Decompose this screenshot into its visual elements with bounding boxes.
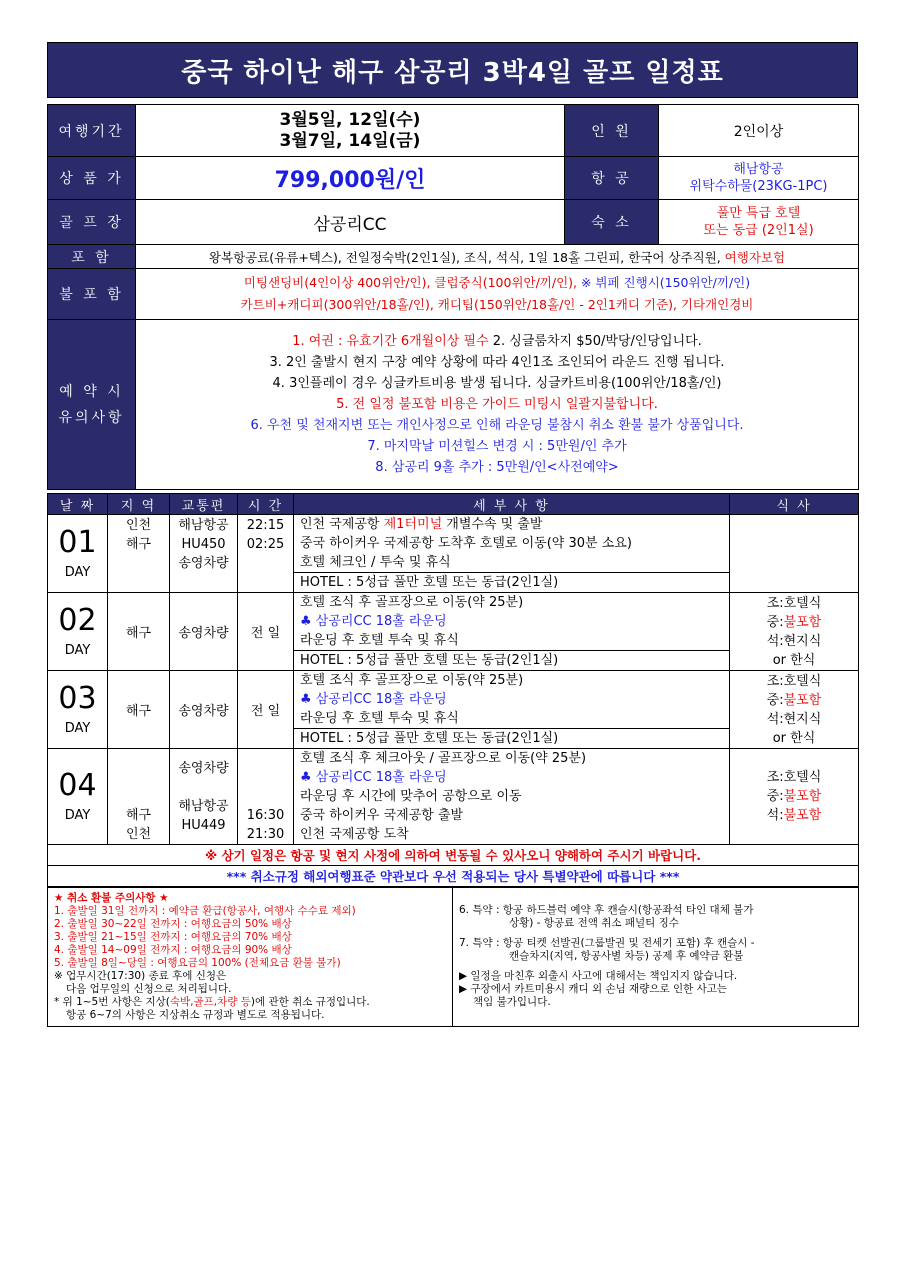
header-details: 세 부 사 항 <box>294 494 730 515</box>
day-2-label: 02 DAY <box>48 593 108 671</box>
page-title: 중국 하이난 해구 삼공리 3박4일 골프 일정표 <box>47 42 858 98</box>
day-4-region: 해구 인천 <box>108 749 170 845</box>
header-meals: 식 사 <box>730 494 859 515</box>
day-3-time: 전 일 <box>238 671 294 749</box>
schedule-table <box>47 493 859 887</box>
day-1-transport: 해남항공 HU450 송영차량 <box>170 515 238 593</box>
exclude-label: 불 포 함 <box>48 269 136 320</box>
special-terms: 6. 특약 : 항공 하드블럭 예약 후 캔슬시(항공좌석 타인 대체 불가 상황) - 항공료 전액 취소 패널티 징수 7. 특약 : 항공 티켓 선발권(그룹발권 및 전세기 포함) 후 캔슬시 - 캔슬차지(지역, 항공사별 차등) 공제 후 예약금 환불 ▶ 일정을 마친후 외출시 사고에 대해서는 책임지지 않습니다. ▶ 구장에서 카트미용시 캐디 외 손님 재량으로 인한 사고는 책임 불가입니다. <box>453 888 859 1027</box>
people-label: 인 원 <box>565 105 659 157</box>
header-date: 날 짜 <box>48 494 108 515</box>
notes-value: 1. 여권 : 유효기간 6개월이상 필수 2. 싱글룸차지 $50/박당/인당입니다. 3. 2인 출발시 현지 구장 예약 상황에 따라 4인1조 조인되어 라운드 진행 됩니다. 4. 3인플레이 경우 싱글카트비용 발생 됩니다. 싱글카트비용(100위안/18홀/인) 5. 전 일정 불포함 비용은 가이드 미팅시 일괄지불합니다. 6. 우천 및 천재지변 또는 개인사정으로 인해 라운딩 불참시 취소 환불 불가 상품입니다. 7. 마지막날 미션힐스 변경 시 : 5만원/인 추가 8. 삼공리 9홀 추가 : 5만원/인<사전예약> <box>136 320 859 490</box>
day-3-row <box>48 671 859 749</box>
day-2-region: 해구 <box>108 593 170 671</box>
info-table <box>47 104 859 490</box>
period-label: 여행기간 <box>48 105 136 157</box>
day-4-time: 16:30 21:30 <box>238 749 294 845</box>
price-label: 상 품 가 <box>48 157 136 200</box>
include-label: 포 함 <box>48 245 136 269</box>
hotel-label: 숙 소 <box>565 200 659 245</box>
day-4-transport: 송영차량 해남항공 HU449 <box>170 749 238 845</box>
day-2-time: 전 일 <box>238 593 294 671</box>
airline-label: 항 공 <box>565 157 659 200</box>
day-2-row <box>48 593 859 671</box>
day-2-meals: 조:호텔식 중:불포함 석:현지식 or 한식 <box>730 593 859 671</box>
day-2-details: 호텔 조식 후 골프장으로 이동(약 25분) ♣ 삼공리CC 18홀 라운딩 라운딩 후 호텔 투숙 및 휴식 HOTEL : 5성급 풀만 호텔 또는 동급(2인1실) <box>294 593 730 671</box>
cancellation-policy-notice: *** 취소규정 해외여행표준 약관보다 우선 적용되는 당사 특별약관에 따릅니다 *** <box>48 866 859 887</box>
itinerary-page <box>47 42 858 1027</box>
day-1-label: 01 DAY <box>48 515 108 593</box>
day-2-transport: 송영차량 <box>170 593 238 671</box>
header-time: 시 간 <box>238 494 294 515</box>
include-value: 왕복항공료(유류+텍스), 전일정숙박(2인1실), 조식, 석식, 1일 18홀 그린피, 한국어 상주직원, 여행자보험 <box>136 245 859 269</box>
header-transport: 교통편 <box>170 494 238 515</box>
day-3-meals: 조:호텔식 중:불포함 석:현지식 or 한식 <box>730 671 859 749</box>
price-value: 799,000원/인 <box>136 157 565 200</box>
day-1-row <box>48 515 859 593</box>
period-value: 3월5일, 12일(수) 3월7일, 14일(금) <box>136 105 565 157</box>
day-3-region: 해구 <box>108 671 170 749</box>
people-value: 2인이상 <box>659 105 859 157</box>
day-3-details: 호텔 조식 후 골프장으로 이동(약 25분) ♣ 삼공리CC 18홀 라운딩 라운딩 후 호텔 투숙 및 휴식 HOTEL : 5성급 풀만 호텔 또는 동급(2인1실) <box>294 671 730 749</box>
day-3-label: 03 DAY <box>48 671 108 749</box>
golf-value: 삼공리CC <box>136 200 565 245</box>
schedule-change-notice: ※ 상기 일정은 항공 및 현지 사정에 의하여 변동될 수 있사오니 양해하여 주시기 바랍니다. <box>48 845 859 866</box>
hotel-value: 풀만 특급 호텔 또는 동급 (2인1실) <box>659 200 859 245</box>
day-1-details: 인천 국제공항 제1터미널 개별수속 및 출발 중국 하이커우 국제공항 도착후 호텔로 이동(약 30분 소요) 호텔 체크인 / 투숙 및 휴식 HOTEL : 5성급 풀만 호텔 또는 동급(2인1실) <box>294 515 730 593</box>
refund-rules: ★ 취소 환불 주의사항 ★ 1. 출발일 31일 전까지 : 예약금 환급(항공사, 여행사 수수료 제외) 2. 출발일 30~22일 전까지 : 여행요금의 50% 배상 3. 출발일 21~15일 전까지 : 여행요금의 70% 배상 4. 출발일 14~09일 전까지 : 여행요금의 90% 배상 5. 출발일 8일~당일 : 여행요금의 100% (전체요금 환불 불가) ※ 업무시간(17:30) 종료 후에 신청은 다음 업무일의 신청으로 처리됩니다. * 위 1~5번 사항은 지상(숙박,골프,차량 등)에 관한 취소 규정입니다. 항공 6~7의 사항은 지상취소 규정과 별도로 적용됩니다. <box>48 888 453 1027</box>
day-4-label: 04 DAY <box>48 749 108 845</box>
golf-label: 골 프 장 <box>48 200 136 245</box>
day-1-meals <box>730 515 859 593</box>
day-3-transport: 송영차량 <box>170 671 238 749</box>
notes-label: 예 약 시 유의사항 <box>48 320 136 490</box>
day-1-time: 22:15 02:25 <box>238 515 294 593</box>
day-4-row <box>48 749 859 845</box>
cancellation-table <box>47 887 859 1027</box>
day-1-region: 인천 해구 <box>108 515 170 593</box>
header-region: 지 역 <box>108 494 170 515</box>
day-4-meals: 조:호텔식 중:불포함 석:불포함 <box>730 749 859 845</box>
airline-value: 해남항공 위탁수하물(23KG-1PC) <box>659 157 859 200</box>
day-4-details: 호텔 조식 후 체크아웃 / 골프장으로 이동(약 25분) ♣ 삼공리CC 18홀 라운딩 라운딩 후 시간에 맞추어 공항으로 이동 중국 하이커우 국제공항 출발 인천 국제공항 도착 <box>294 749 730 845</box>
exclude-value: 미팅샌딩비(4인이상 400위안/인), 클럽중식(100위안/끼/인), ※ 뷔페 진행시(150위안/끼/인) 카트비+캐디피(300위안/18홀/인), 캐디팁(150위안/18홀/인 - 2인1캐디 기준), 기타개인경비 <box>136 269 859 320</box>
